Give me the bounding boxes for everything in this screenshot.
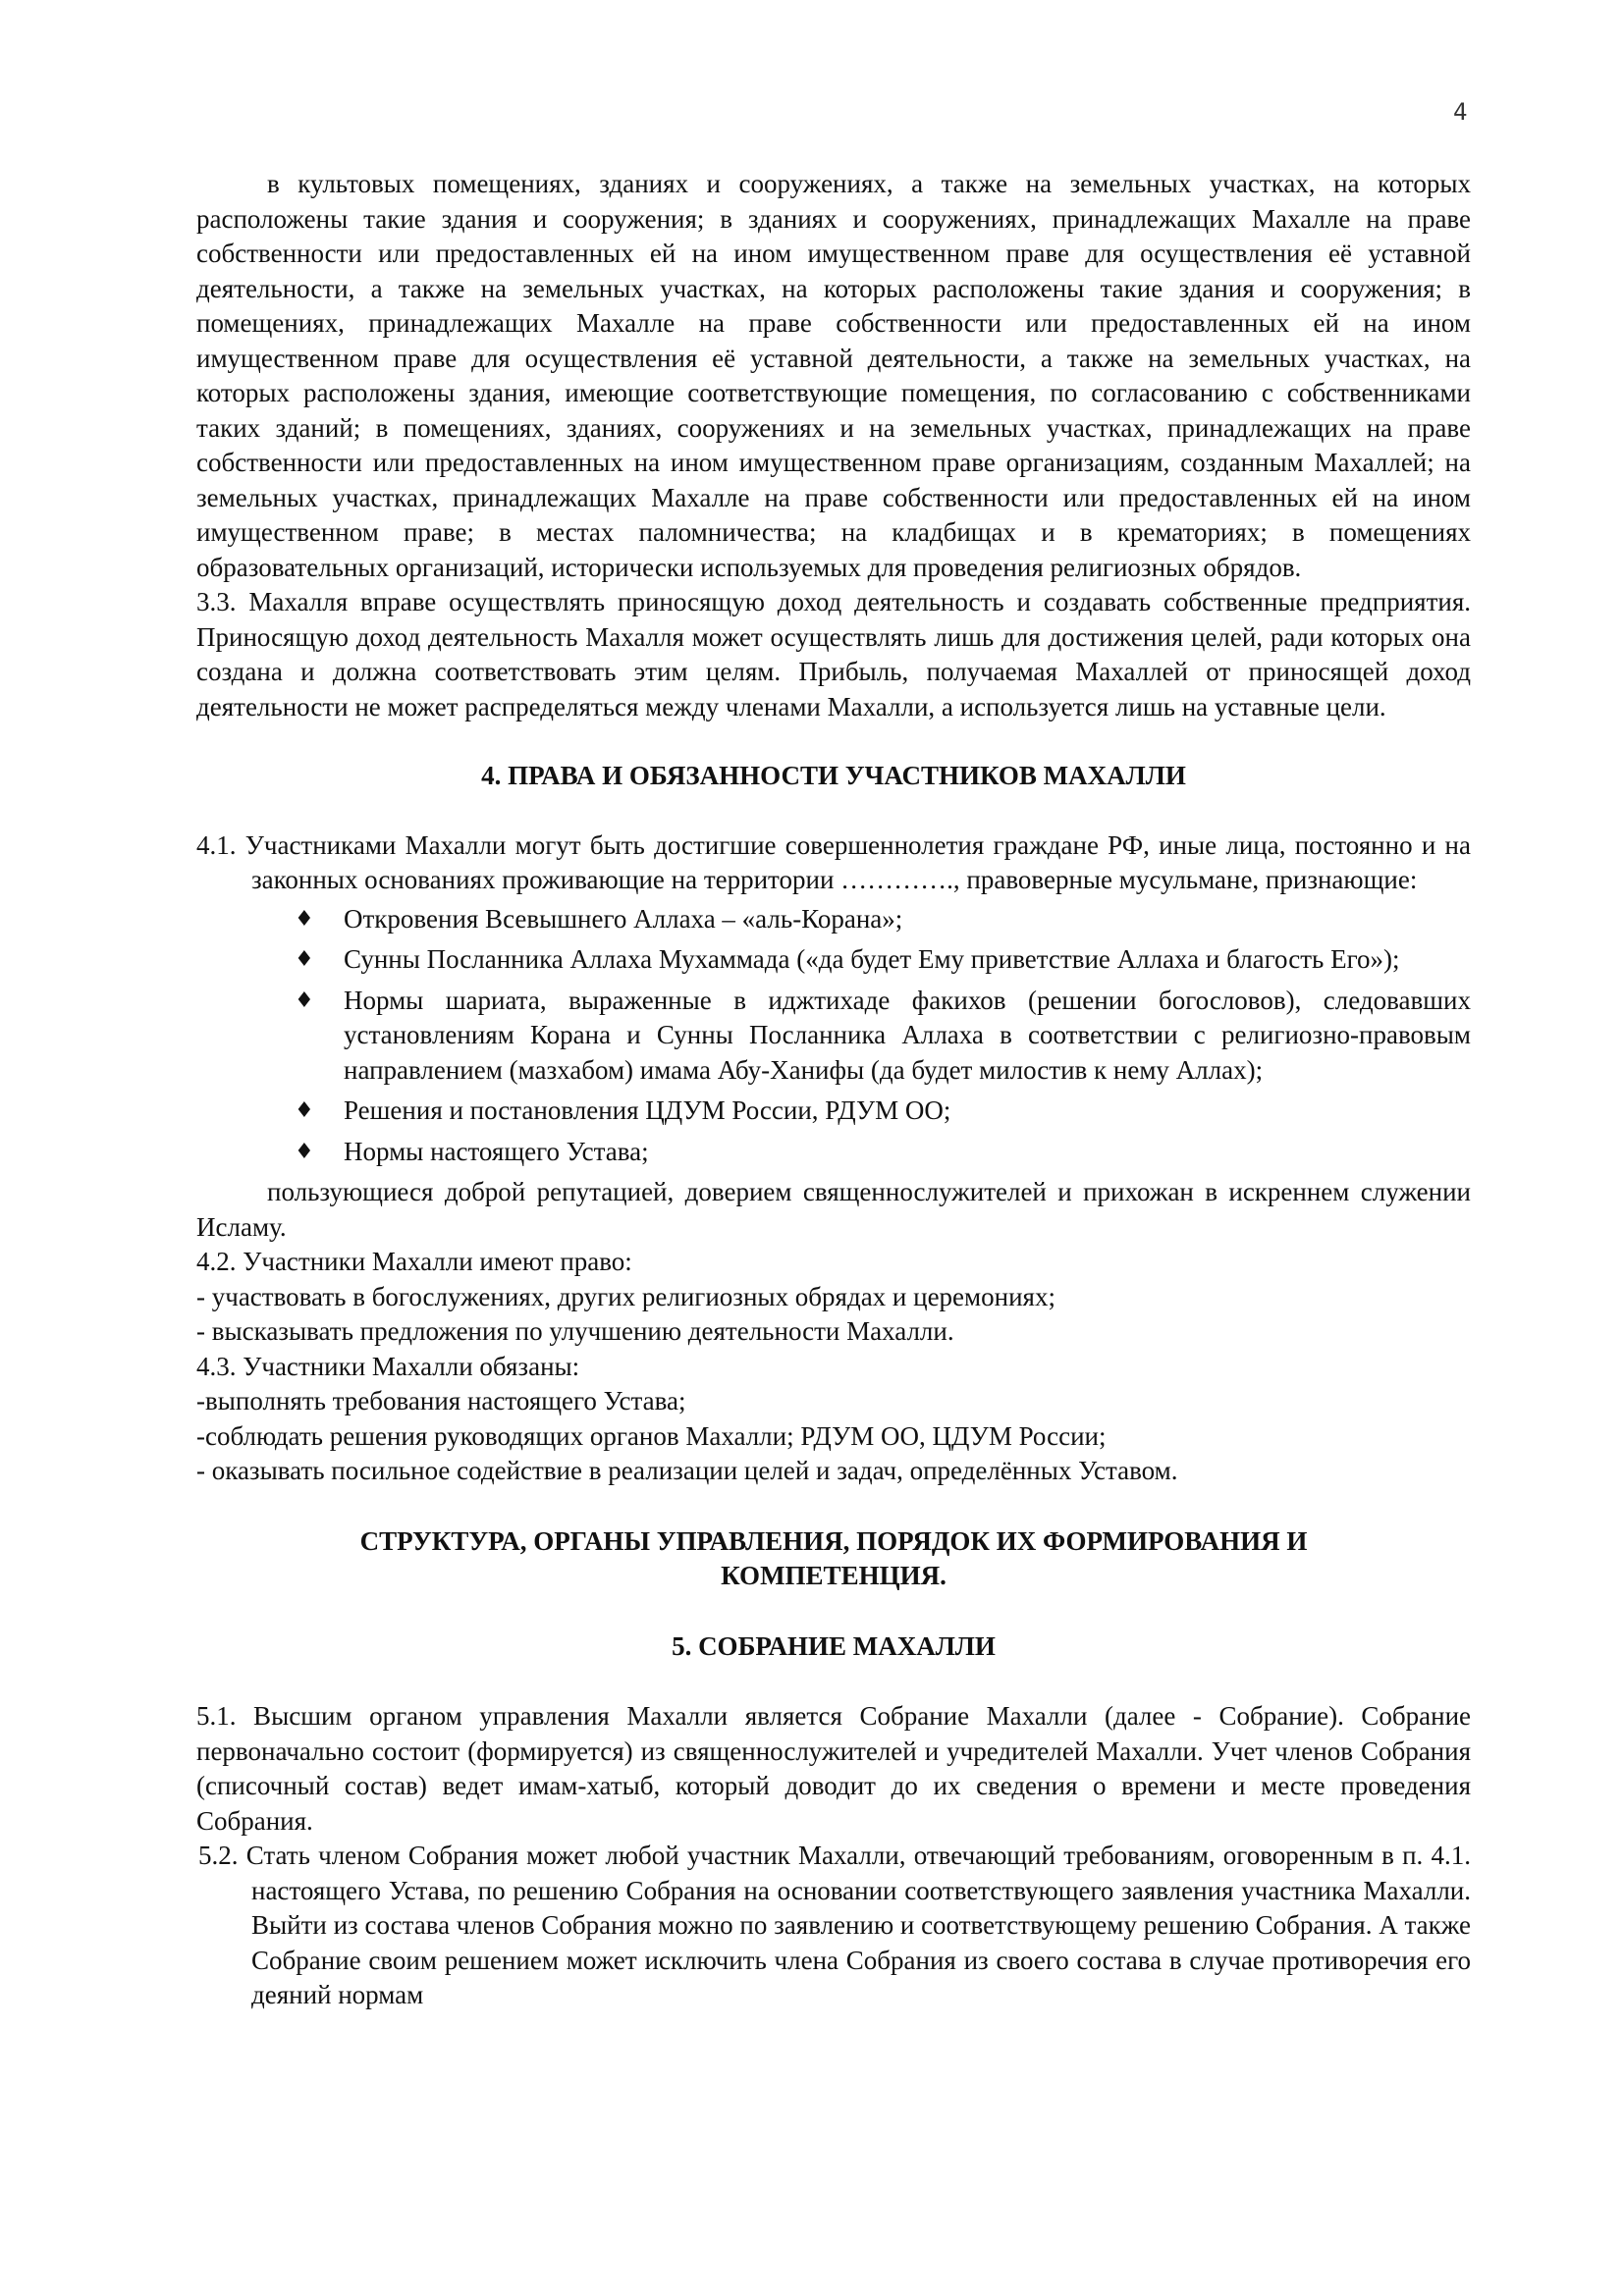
page-content	[196, 167, 1471, 2013]
list-item: ♦ Сунны Посланника Аллаха Мухаммада («да будет Ему приветствие Аллаха и благость Его»);	[295, 942, 1471, 978]
structure-heading: СТРУКТУРА, ОРГАНЫ УПРАВЛЕНИЯ, ПОРЯДОК ИХ ФОРМИРОВАНИЯ И КОМПЕТЕНЦИЯ.	[359, 1525, 1308, 1590]
paragraph-5-2: 5.2. Стать членом Собрания может любой участник Махалли, отвечающий требованиям, оговоренным в п. 4.1. настоящего Устава, по решению Собрания на основании соответствующего заявления участника Махалли. Выйти из состава членов Собрания можно по заявлению и соответствующему решению Собрания. А также Собрание своим решением может исключить члена Собрания из своего состава в случае противоречия его деяний нормам	[198, 1841, 1471, 2009]
diamond-bullet-icon: ♦	[295, 906, 314, 932]
section-heading-4: 4. ПРАВА И ОБЯЗАННОСТИ УЧАСТНИКОВ МАХАЛЛИ	[481, 761, 1186, 790]
paragraph-4-1: 4.1. Участниками Махалли могут быть достигшие совершеннолетия граждане РФ, иные лица, постоянно и на законных основаниях проживающие на территории …………., правоверные мусульмане, признающие:	[196, 829, 1471, 894]
bullet-list	[196, 902, 1471, 1170]
paragraph-3-3: 3.3. Махалля вправе осуществлять приносящую доход деятельность и создавать собственные предприятия. Приносящую доход деятельность Махалля может осуществлять лишь для достижения целей, ради которых она создана и должна соответствовать этим целям. Прибыль, получаемая Махаллей от приносящей доход деятельности не может распределяться между членами Махалли, а используется лишь на уставные цели.	[196, 587, 1471, 721]
page-number: 4	[1453, 98, 1468, 126]
section-heading-5: 5. СОБРАНИЕ МАХАЛЛИ	[672, 1630, 996, 1661]
intro-paragraph: в культовых помещениях, зданиях и сооружениях, а также на земельных участках, на которых расположены такие здания и сооружения; в зданиях и сооружениях, принадлежащих Махалле на праве собственности или предоставленных ей на ином имущественном праве для осуществления её уставной деятельности, а также на земельных участках, на которых расположены такие здания и сооружения; в помещениях, принадлежащих Махалле на праве собственности или предоставленных ей на ином имущественном праве для осуществления её уставной деятельности, а также на земельных участках, на которых расположены здания, имеющие соответствующие помещения, по согласованию с собственниками таких зданий; в помещениях, зданиях, сооружениях и на земельных участках, принадлежащих на праве собственности или предоставленных на ином имущественном праве организациям, созданным Махаллей; на земельных участках, принадлежащих Махалле на праве собственности или предоставленных ей на ином имущественном праве; в местах паломничества; на кладбищах и в крематориях; в помещениях образовательных организаций, исторически используемых для проведения религиозных обрядов.	[196, 169, 1471, 582]
list-item: - высказывать предложения по улучшению деятельности Махалли.	[196, 1316, 954, 1346]
paragraph-5-1: 5.1. Высшим органом управления Махалли является Собрание Махалли (далее - Собрание). Собрание первоначально состоит (формируется) из священнослужителей и учредителей Махалли. Учет членов Собрания (списочный состав) ведет имам-хатыб, который доводит до их сведения о времени и месте проведения Собрания.	[196, 1701, 1471, 1836]
list-item: ♦ Нормы шариата, выраженные в иджтихаде факихов (решении богословов), следовавших установлениям Корана и Сунны Посланника Аллаха в соответствии с религиозно-правовым направлением (мазхабом) имама Абу-Ханифы (да будет милостив к нему Аллах);	[295, 985, 1471, 1085]
paragraph-4-2: 4.2. Участники Махалли имеют право:	[196, 1247, 632, 1276]
diamond-bullet-icon: ♦	[295, 1098, 314, 1123]
list-item: - оказывать посильное содействие в реализации целей и задач, определённых Уставом.	[196, 1456, 1178, 1485]
list-item: - участвовать в богослужениях, других религиозных обрядах и церемониях;	[196, 1281, 1055, 1311]
list-item: ♦ Откровения Всевышнего Аллаха – «аль-Корана»;	[295, 902, 1471, 937]
list-item: ♦ Решения и постановления ЦДУМ России, РДУМ ОО;	[295, 1094, 1471, 1129]
diamond-bullet-icon: ♦	[295, 1139, 314, 1164]
list-item: -соблюдать решения руководящих органов Махалли; РДУМ ОО, ЦДУМ России;	[196, 1420, 1107, 1451]
paragraph-4-1-tail: пользующиеся доброй репутацией, доверием священнослужителей и прихожан в искреннем служении Исламу.	[196, 1177, 1471, 1242]
diamond-bullet-icon: ♦	[295, 947, 314, 972]
diamond-bullet-icon: ♦	[295, 988, 314, 1013]
list-item: ♦ Нормы настоящего Устава;	[295, 1135, 1471, 1170]
list-item: -выполнять требования настоящего Устава;	[196, 1386, 686, 1415]
paragraph-4-3: 4.3. Участники Махалли обязаны:	[196, 1351, 580, 1381]
